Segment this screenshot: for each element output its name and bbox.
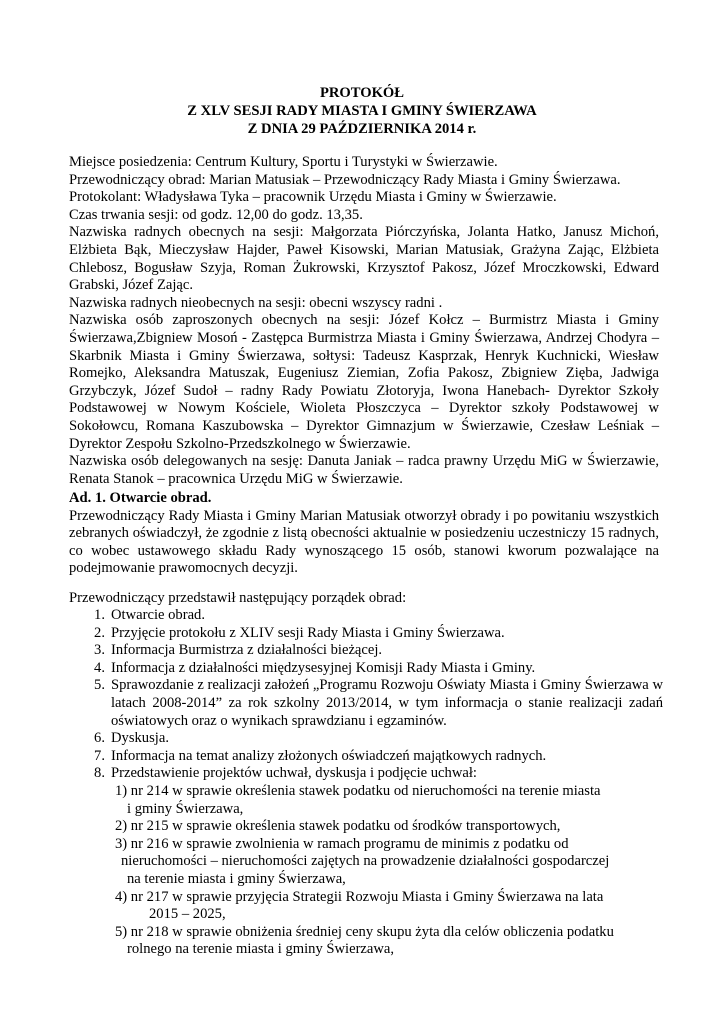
section-1 (69, 490, 659, 578)
info-nieobecni: Nazwiska radnych nieobecnych na sesji: obecni wszyscy radni . (69, 294, 443, 311)
resolution-item-cont: rolnego na terenie miasta i gminy Świerzawa, (127, 941, 395, 958)
session-info (69, 154, 659, 488)
section-1-paragraph: Przewodniczący Rady Miasta i Gminy Marian Matusiak otworzył obrady i po powitaniu wszystkich zebranych oświadczył, że zgodnie z listą obecności aktualnie w posiedzeniu uczestniczy 15 radnych, co wobec ustawowego składu Rady wynoszącego 15 osób, stanowi kworum pozwalające na podejmowanie prawomocnych decyzji. (69, 507, 659, 577)
resolution-item: 1) nr 214 w sprawie określenia stawek podatku od nieruchomości na terenie miasta (115, 783, 601, 799)
agenda-item: 5. Sprawozdanie z realizacji założeń „Programu Rozwoju Oświaty Miasta i Gminy Świerzawa w latach 2008-2014” za rok szkolny 2013/2014, w tym informacja o stanie realizacji zadań oświatowych oraz o wynikach sprawdzianu i egzaminów. (94, 677, 663, 729)
resolution-item: 2) nr 215 w sprawie określenia stawek podatku od środków transportowych, (115, 818, 561, 835)
agenda-list (83, 607, 663, 783)
agenda-item: 8. Przedstawienie projektów uchwał, dyskusja i podjęcie uchwał: (94, 765, 477, 782)
document-date: Z DNIA 29 PAŹDZIERNIKA 2014 r. (247, 121, 477, 137)
agenda-item: 2. Przyjęcie protokołu z XLIV sesji Rady Miasta i Gminy Świerzawa. (94, 624, 505, 641)
document-title: PROTOKÓŁ (319, 85, 405, 101)
info-czas: Czas trwania sesji: od godz. 12,00 do godz. 13,35. (69, 206, 363, 223)
agenda-intro (69, 590, 659, 608)
info-obecni: Nazwiska radnych obecnych na sesji: Małgorzata Piórczyńska, Jolanta Hatko, Janusz Michoń, Elżbieta Bąk, Mieczysław Hajder, Paweł Kisowski, Marian Matusiak, Grażyna Zając, Elżbieta Chlebosz, Bogusław Szyja, Roman Żukrowski, Krzysztof Pakosz, Józef Mroczkowski, Edward Grabski, Józef Zając. (69, 224, 659, 294)
agenda-item: 7. Informacja na temat analizy złożonych oświadczeń majątkowych radnych. (94, 747, 547, 764)
resolution-item-cont: nieruchomości – nieruchomości zajętych na prowadzenie działalności gospodarczej (121, 853, 610, 870)
section-1-heading: Ad. 1. Otwarcie obrad. (69, 490, 212, 506)
resolution-item-cont: i gminy Świerzawa, (127, 800, 244, 817)
resolution-item: 3) nr 216 w sprawie zwolnienia w ramach programu de minimis z podatku od (115, 835, 569, 852)
resolution-item: 5) nr 218 w sprawie obniżenia średniej ceny skupu żyta dla celów obliczenia podatku (115, 923, 614, 940)
agenda-item: 4. Informacja z działalności międzysesyjnej Komisji Rady Miasta i Gminy. (94, 659, 536, 676)
document-subtitle: Z XLV SESJI RADY MIASTA I GMINY ŚWIERZAWA (187, 103, 537, 119)
resolution-item: 4) nr 217 w sprawie przyjęcia Strategii Rozwoju Miasta i Gminy Świerzawa na lata (115, 888, 604, 905)
resolution-item-cont: 2015 – 2025, (149, 906, 226, 923)
info-protokolant: Protokolant: Władysława Tyka – pracownik Urzędu Miasta i Gminy w Świerzawie. (69, 189, 557, 206)
info-delegowani: Nazwiska osób delegowanych na sesję: Danuta Janiak – radca prawny Urzędu MiG w Świerzawie, Renata Stanok – pracownica Urzędu MiG w Świerzawie. (69, 453, 659, 487)
resolutions-list (115, 783, 655, 959)
agenda-item: 1. Otwarcie obrad. (94, 607, 206, 623)
agenda-intro-text: Przewodniczący przedstawił następujący porządek obrad: (69, 590, 407, 606)
info-miejsce: Miejsce posiedzenia: Centrum Kultury, Sportu i Turystyki w Świerzawie. (69, 154, 498, 170)
info-zaproszeni: Nazwiska osób zaproszonych obecnych na sesji: Józef Kołcz – Burmistrz Miasta i Gminy Świerzawa,Zbigniew Mosoń - Zastępca Burmistrza Miasta i Gminy Świerzawa, Andrzej Chodyra – Skarbnik Miasta i Gminy Świerzawa, sołtysi: Tadeusz Kasprzak, Henryk Kuchnicki, Wiesław Romejko, Aleksandra Matuszak, Eugeniusz Ziemian, Zofia Pakosz, Zbigniew Zięba, Jadwiga Grzybczyk, Józef Sudoł – radny Rady Powiatu Złotoryja, Iwona Hanebach- Dyrektor Szkoły Podstawowej w Nowym Kościele, Wioleta Płoszczyca – Dyrektor szkoły Podstawowej w Sokołowcu, Romana Kaszubowska – Dyrektor Gimnazjum w Świerzawie, Czesław Leśniak – Dyrektor Zespołu Szkolno-Przedszkolnego w Świerzawie. (69, 312, 659, 452)
info-przewodniczacy: Przewodniczący obrad: Marian Matusiak – Przewodniczący Rady Miasta i Gminy Świerzawa. (69, 171, 621, 188)
resolution-item-cont: na terenie miasta i gminy Świerzawa, (127, 870, 346, 887)
agenda-item: 6. Dyskusja. (94, 730, 169, 747)
agenda-item: 3. Informacja Burmistrza z działalności bieżącej. (94, 642, 383, 659)
